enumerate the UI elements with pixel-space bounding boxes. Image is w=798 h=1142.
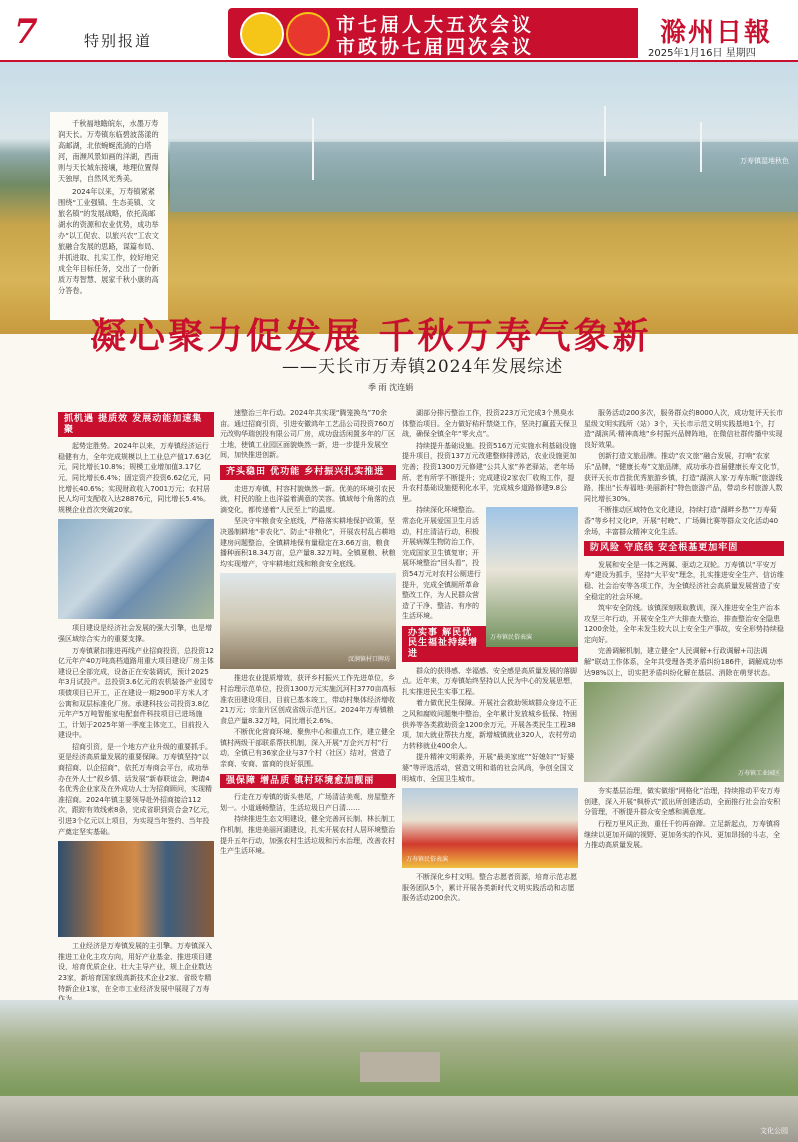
intro-paragraph: 千秋福地瞻皖东，水墨万寿润天长。万寿镇东临碧波荡漾的高邮湖，北依蜿蜒流淌的白塔河，南濒风景如画的洋湖，西南则与天长城东接壤，地理位置得天独厚，自然风光秀美。 <box>58 119 159 183</box>
column-2 <box>220 408 396 1000</box>
national-emblem-icon <box>240 12 284 56</box>
bottom-photo-walkway <box>0 1096 798 1142</box>
section-heading: 齐头稳田 优功能 乡村振兴扎实推进 <box>220 465 396 480</box>
article-subtitle: ——天长市万寿镇2024年发展综述 <box>282 357 564 377</box>
paragraph: 完善调解机制，建立健全“人民调解+行政调解+司法调解”联动工作体系，全年共受理各类矛盾纠纷186件，调解成功率达98%以上，切实把矛盾纠纷化解在基层、消除在萌芽状态。 <box>584 647 783 677</box>
column-3 <box>402 408 578 1000</box>
hero-caption: 万寿镇湿地秋色 <box>740 157 789 165</box>
masthead: 滁州日報 <box>660 18 773 48</box>
cppcc-emblem-icon <box>286 12 330 56</box>
banner-line-1: 市七届人大五次会议 <box>336 14 535 36</box>
paragraph: 服务活动200多次，服务群众约8000人次，成功复评天长市星级文明实践所（站）3个，天长市示范文明实践基地1个，打造“湖滨风·精神高地”乡村振兴品牌阵地，在微信社群传播中实现良好效果。 <box>584 409 784 449</box>
paragraph: 行程万里风正劲，重任千钧再奋蹄。立足新起点，万寿镇将继续以更加开阔的视野、更加务实的作风、更加昂扬的斗志，全力推动高质量发展。 <box>584 820 780 850</box>
paragraph: 持续推进生态文明建设，健全完善河长制、林长制工作机制，推进美丽河湖建设，扎实开展农村人居环境整治提升五年行动，加强农村生活垃圾和污水治理，改善农村生产生活环境。 <box>220 815 395 856</box>
photo-lion-dance <box>402 788 578 868</box>
intro-paragraph: 2024年以来，万寿镇紧紧围绕“工业强镇、生态美镇、文旅名镇”的发展战略，依托高邮湖水的资源和农业优势，成功举办“以工促农、以旅兴农”工农文旅融合发展的思路，谋篇布局、并抓进取、扎实工作，较好地完成全年目标任务，交出了一份新质万寿智慧、展家千秋小康的高分答卷。 <box>58 187 159 295</box>
paragraph: 湖部分排污整治工作，投资223万元完成3个黑臭水体整治项目。全力做好秸秆禁烧工作，坚决打赢蓝天保卫战，确保全镇全年“零火点”。 <box>402 409 577 439</box>
byline: 季 雨 沈连娟 <box>368 383 414 392</box>
paragraph: 持续提升基础设施。投资516万元实施水利基础设施提升项目，投资137万元改建整修排涝站，农业设施更加完善；投资1300万元修建“公共人家”养老驿站，老年场所、老有所学不断提升；完成建设2家农厂收购工作，提升农村基础设施便利化水平，完成城乡道路修建9.8公里。 <box>402 441 577 503</box>
column-4 <box>584 408 784 1000</box>
wind-turbine-icon <box>604 106 606 176</box>
section-label: 特别报道 <box>84 32 153 50</box>
paragraph: 行走在万寿镇的街头巷尾，广场清洁美观、房屋整齐划一。小道通畅整洁，生活垃圾日产日清…… <box>220 793 395 812</box>
photo-caption: 万寿镇工业园区 <box>737 769 780 777</box>
paragraph: 推进农业提质增效，获评乡村振兴工作先进单位，乡村治理示范单位，投资1300万元实施沉河村3770亩高标准农田建设项目，目前已基本竣工，带动村集体经济增收21万元；宗奎片区创成省级示范片区。2024年万寿镇粮食总产量8.32万吨，同比增长2.6%。 <box>220 674 396 725</box>
photo-caption: 万寿镇民俗表演 <box>406 855 449 863</box>
paragraph: 着力做优民生保障。开展社会救助领域群众身边不正之风和腐败问题集中整治，全年累计发放城乡低保、特困供养等各类救助资金1200余万元，开展各类民生工程38项，加大就业帮扶力度，新增城镇就业320人，农村劳动力转移就业400余人。 <box>402 699 577 750</box>
paragraph: 创新打造文旅品牌。推动“农文旅”融合发展，打响“农家乐”品牌，“健康长寿”文旅品牌，成功承办首届健康长寿文化节，获评天长市首批优秀旅游乡镇，打造“湖滨人家·万寿东畈”旅游线路，推出“长寿福地·美丽新村”特色旅游产品，带动乡村旅游人数同比增长30%。 <box>584 452 784 503</box>
paragraph: 坚决守牢粮食安全底线，严格落实耕地保护政策，坚决遏制耕地“非农化”、防止“非粮化”，开展农村乱占耕地建房问题整治，全镇耕地保有量稳定在3.66万亩，粮食播种面积18.34万亩，总产量8.32万吨。全镇夏粮、秋粮均实现增产，守牢耕地红线和粮食安全底线。 <box>220 517 396 568</box>
wind-turbine-icon <box>700 122 702 172</box>
paragraph: 起势定胜势。2024年以来，万寿镇经济运行稳健有力，全年完成规模以上工业总产值17.63亿元，同比增长10.8%；规模工业增加值3.17亿元，同比增长6.4%；固定资产投资6.62亿元，同比增长40.6%；实现财政收入7001万元；农村居民人均可支配收入达28876元，同比增长5.4%。规模企业首次突破20家。 <box>58 442 212 514</box>
section-heading: 办实事 解民忧 民生福祉持续增进 <box>402 626 578 662</box>
paragraph: 提升精神文明素养，开展“最美家庭”“好媳妇”“好婆婆”等评选活动，营造文明和谐的社会风尚，争创全国文明城市、全国卫生城市。 <box>402 753 575 783</box>
paragraph: 招商引资，是一个地方产业升级的重要抓手。更是经济高质量发展的重要保障。万寿镇坚持“以商招商、以企招商”，依托万寿商会平台，成功举办在外人士“叙乡情、话发展”新春联谊会，聘请4名优秀企业家及在外成功人士为招商顾问，实现精准招商。2024年镇主要领导赴外招商接洽112次，跟踪有效线索8条，完成省职到资合金7亿元，引进3个亿元以上项目，为实现当年签约、当年投产奠定坚实基础。 <box>58 742 214 836</box>
paragraph: 群众的获得感、幸福感、安全感是高质量发展的落脚点。近年来，万寿镇始终坚持以人民为中心的发展思想，扎实推进民生实事工程。 <box>402 666 577 696</box>
paragraph: 不断深化乡村文明。整合志愿者资源，培育示范志愿服务团队5个，累计开展各类新时代文明实践活动和志愿服务活动200余次。 <box>402 873 577 903</box>
paragraph: 持续深化环境整治。常态化开展爱国卫生月活动，村庄清洁行动，积极开展病媒生物防治工作，完成国家卫生镇复审；开展环境整治“回头看”，投资54万元对农村公厕进行提升，完成全镇厕所革命整改工作，为人民群众营造了干净、整洁、有序的生活环境。 <box>402 506 481 621</box>
photo-industrial-park <box>58 519 214 619</box>
paragraph: 走进万寿镇，村容村貌焕然一新。优美的环境引农民就，村民的脸上也洋溢着满意的笑容。镇域每个角落的点滴变化，都传递着“人民至上”的温度。 <box>220 484 395 514</box>
intro-box <box>50 112 168 320</box>
wind-turbine-icon <box>312 118 314 180</box>
photo-copper-coils <box>58 841 214 937</box>
paragraph: 不断优化营商环境、聚焦中心和重点工作，建立健全镇村两级干部联系帮扶机制，深入开展“万企兴万村”行动，全镇已有36家企业与37个村（社区）结对，营造了亲商、安商、富商的良好氛围。 <box>220 728 395 769</box>
photo-aerial-town <box>584 682 784 782</box>
photo-caption: 文化公园 <box>760 1127 788 1135</box>
issue-date: 2025年1月16日 星期四 <box>648 48 756 59</box>
section-heading: 抓机遇 提质效 发展动能加速集聚 <box>58 412 214 437</box>
photo-village-houses <box>486 507 578 647</box>
page-number: 7 <box>14 12 38 52</box>
column-1 <box>58 408 214 1000</box>
section-heading: 防风险 守底线 安全根基更加牢固 <box>584 541 784 556</box>
hero-lake <box>170 142 798 212</box>
bottom-photo-building <box>360 1052 440 1082</box>
paragraph: 不断推动区域特色文化建设，持续打造“湖畔乡愁”“万寿菊香”等乡村文化IP，开展“村晚”、广场舞比赛等群众文化活动40余场，丰富群众精神文化生活。 <box>584 506 779 536</box>
banner-line-2: 市政协七届四次会议 <box>336 36 535 58</box>
paragraph: 速整治三年行动。2024年共实现“腾笼换鸟”70余亩。通过招商引资，引进安徽鸿年工艺品公司投资760万元改购华瑞创投有限公司厂房，成功盘活闲置多年的厂区土地，使镇工业园区面貌焕然一新，进一步提升发展空间，加快推进创新。 <box>220 409 395 460</box>
paragraph: 筑牢安全防线。该镇深刻吸取教训，深入推进安全生产治本攻坚三年行动，开展安全生产大排查大整治，排查整治安全隐患1200余处，全年未发生较大以上安全生产事故，安全形势持续稳定向好。 <box>584 604 784 644</box>
paragraph: 项目建设是经济社会发展的强大引擎，也是增强区域综合实力的重要支撑。 <box>58 624 212 643</box>
photo-caption: 汊涧镇村口牌坊 <box>347 655 390 663</box>
section-heading: 强保障 增品质 镇村环境愈加靓丽 <box>220 774 396 789</box>
photo-caption: 万寿镇民俗表演 <box>490 633 533 641</box>
photo-village-gate <box>220 573 396 669</box>
article-title: 凝心聚力促发展 千秋万寿气象新 <box>90 315 652 357</box>
bottom-photo <box>0 1000 798 1142</box>
paragraph: 发展和安全是一体之两翼、驱动之双轮。万寿镇以“平安万寿”建设为抓手，坚持“大平安”理念，扎实推进安全生产、信访维稳、社会治安等各项工作，为全镇经济社会高质量发展营造了安全稳定的社会环境。 <box>584 560 784 601</box>
paragraph: 工业经济是万寿镇发展的主引擎。万寿镇深入推进工业化主攻方向，用好产业基金、推进项目建设，培育优质企业、壮大主导产业，规上企业数达23家，新培育国家级高新技术企业2家、省级专精特新企业1家，在全市工业经济发展中展现了万寿 <box>58 942 212 993</box>
paragraph: 夯实基层治理，做实做细“网格化”治理，持续推动平安万寿创建，深入开展“枫桥式”派出所创建活动，全面推行社会治安积分管理，不断提升群众安全感和满意度。 <box>584 787 781 817</box>
paragraph: 万寿镇紧扣推进再线产业招商投资，总投资12亿元年产40万吨高档道路用重大项目建设厂房主体建设已全部完成，设备正在安装调试，预计2025年3月试投产。总投资3.6亿元的农机装备产业园专项债项目已开工，正在建设一期2900平方米人才公寓和双层标准化厂房。承建科技公司投资3.8亿元年产5万吨智能家电配套件科技项目已进场施工，计划于2025年第一季度主体完工，目前投入建设中。 <box>58 646 214 740</box>
page-header <box>0 0 798 60</box>
